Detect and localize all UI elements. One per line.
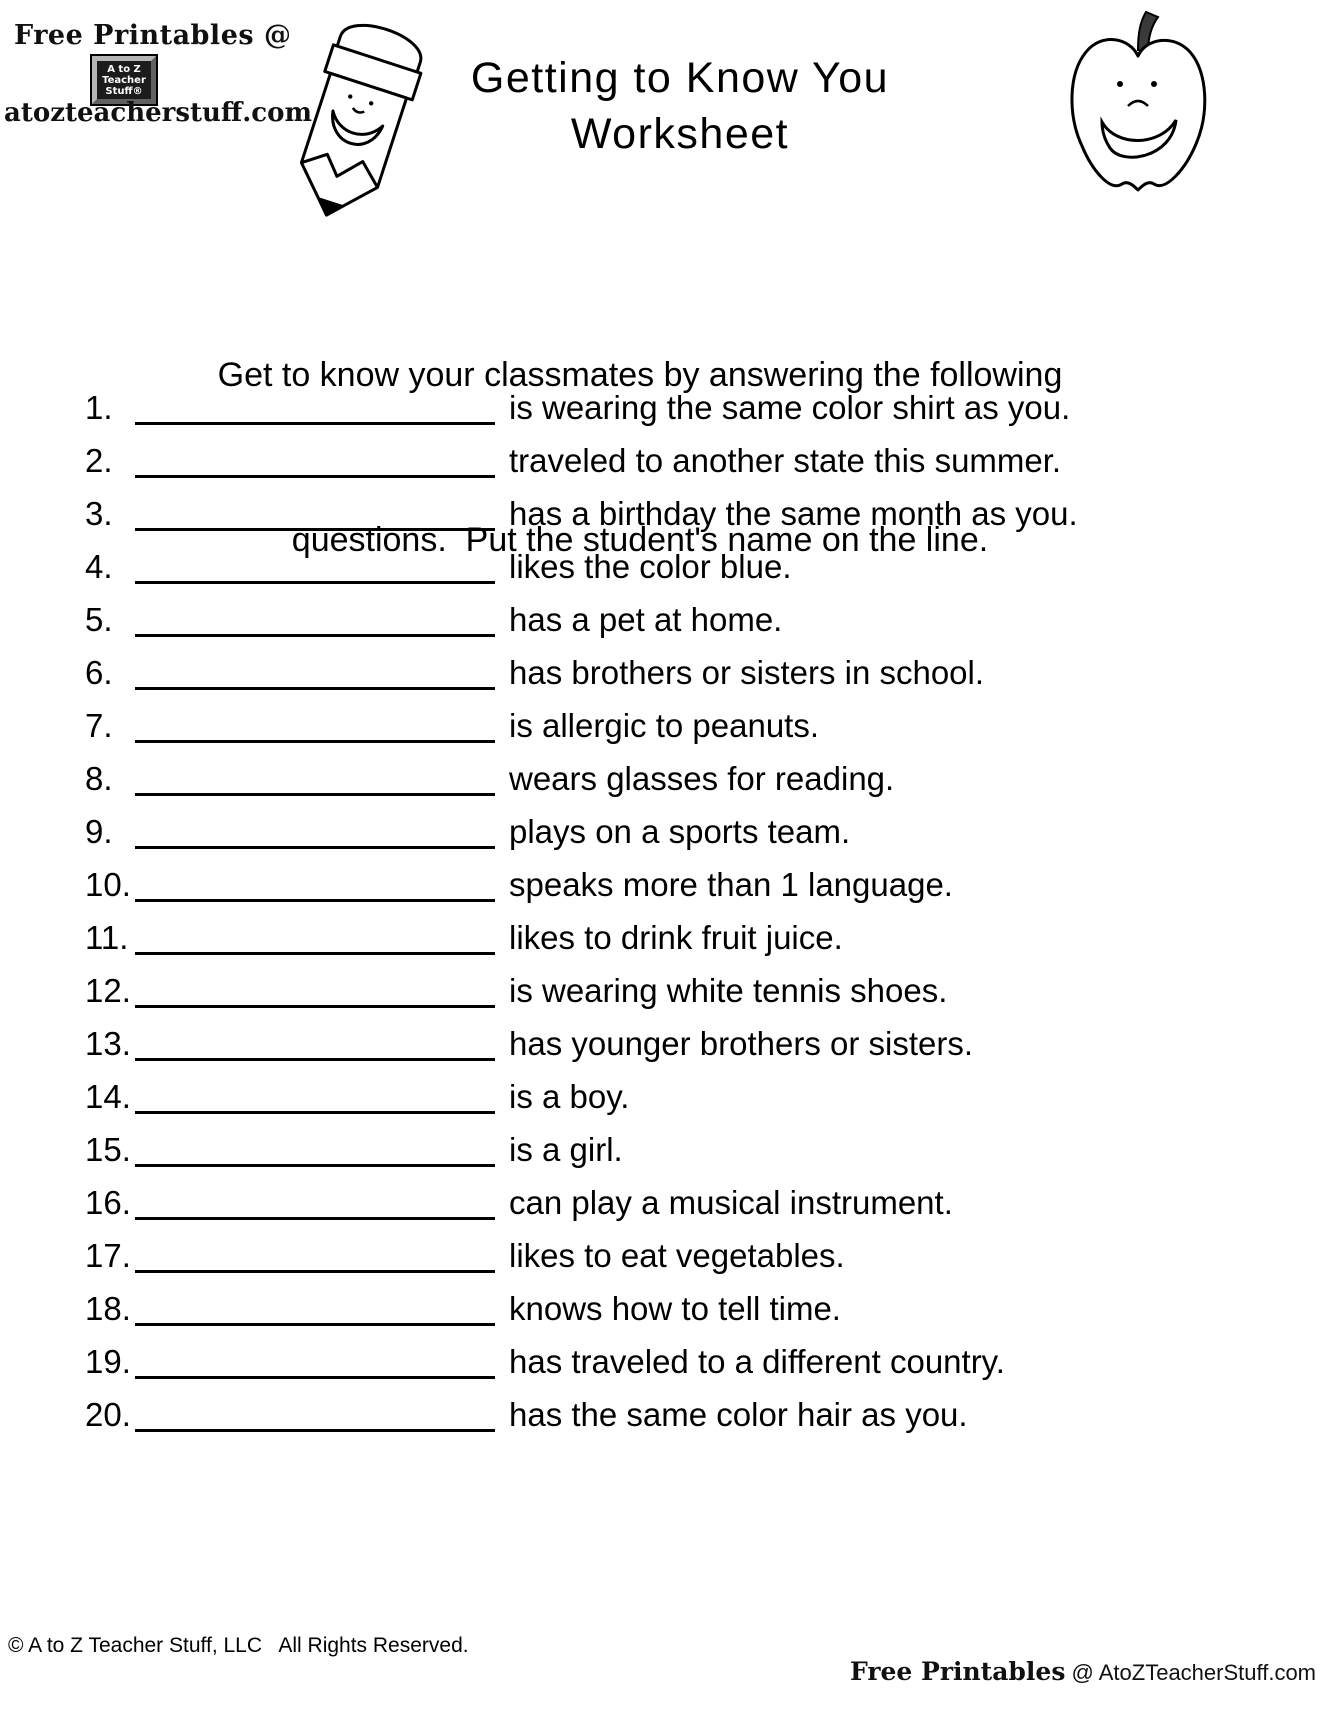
question-row xyxy=(85,639,1265,692)
name-blank-line[interactable] xyxy=(135,545,495,584)
question-list xyxy=(85,374,1265,1434)
name-blank-line[interactable] xyxy=(135,757,495,796)
question-text: is a girl. xyxy=(509,1131,623,1168)
question-text: likes to drink fruit juice. xyxy=(509,919,843,956)
question-text: likes to eat vegetables. xyxy=(509,1237,845,1274)
question-number: 18. xyxy=(85,1290,131,1327)
badge-line-2: Teacher xyxy=(102,74,146,86)
question-row xyxy=(85,1063,1265,1116)
question-row xyxy=(85,692,1265,745)
question-row xyxy=(85,480,1265,533)
badge-line-1: A to Z xyxy=(107,63,141,75)
name-blank-line[interactable] xyxy=(135,1128,495,1167)
question-row xyxy=(85,427,1265,480)
footer-copyright: © A to Z Teacher Stuff, LLC All Rights Reserved. xyxy=(8,1634,469,1657)
question-number: 19. xyxy=(85,1343,131,1380)
question-row xyxy=(85,1169,1265,1222)
name-blank-line[interactable] xyxy=(135,1340,495,1379)
question-text: can play a musical instrument. xyxy=(509,1184,953,1221)
name-blank-line[interactable] xyxy=(135,1393,495,1432)
question-row xyxy=(85,1328,1265,1381)
name-blank-line[interactable] xyxy=(135,1181,495,1220)
atoz-logo-badge xyxy=(92,56,156,104)
footer-free-printables: Free Printables xyxy=(850,1657,1066,1686)
question-text: is allergic to peanuts. xyxy=(509,707,820,744)
header-free-printables-label: Free Printables @ xyxy=(14,20,292,51)
question-text: knows how to tell time. xyxy=(509,1290,841,1327)
question-number: 8. xyxy=(85,760,113,797)
question-text: has brothers or sisters in school. xyxy=(509,654,985,691)
title-line-1: Getting to Know You xyxy=(470,54,890,102)
question-number: 11. xyxy=(85,919,129,956)
question-row xyxy=(85,1010,1265,1063)
page-footer xyxy=(8,1634,1316,1704)
instructions-line-2: questions. Put the student's name on the line. xyxy=(291,521,989,559)
question-number: 10. xyxy=(85,866,131,903)
question-text: plays on a sports team. xyxy=(509,813,851,850)
name-blank-line[interactable] xyxy=(135,916,495,955)
name-blank-line[interactable] xyxy=(135,704,495,743)
name-blank-line[interactable] xyxy=(135,651,495,690)
instructions-line-1: Get to know your classmates by answering the following xyxy=(217,356,1063,394)
question-number: 6. xyxy=(85,654,113,691)
question-row xyxy=(85,957,1265,1010)
question-row xyxy=(85,374,1265,427)
name-blank-line[interactable] xyxy=(135,1075,495,1114)
question-number: 17. xyxy=(85,1237,131,1274)
question-number: 9. xyxy=(85,813,113,850)
question-number: 13. xyxy=(85,1025,131,1062)
question-number: 4. xyxy=(85,548,113,585)
question-row xyxy=(85,533,1265,586)
question-row xyxy=(85,586,1265,639)
question-text: speaks more than 1 language. xyxy=(509,866,953,903)
name-blank-line[interactable] xyxy=(135,1234,495,1273)
question-row xyxy=(85,1275,1265,1328)
question-text: is a boy. xyxy=(509,1078,630,1115)
footer-credit xyxy=(823,1639,1316,1704)
question-text: traveled to another state this summer. xyxy=(509,442,1062,479)
question-number: 12. xyxy=(85,972,131,1009)
question-row xyxy=(85,798,1265,851)
question-row xyxy=(85,904,1265,957)
question-text: has the same color hair as you. xyxy=(509,1396,968,1433)
name-blank-line[interactable] xyxy=(135,810,495,849)
site-url-label: atozteacherstuff.com xyxy=(4,98,312,128)
question-number: 15. xyxy=(85,1131,131,1168)
name-blank-line[interactable] xyxy=(135,969,495,1008)
question-row xyxy=(85,745,1265,798)
question-number: 1. xyxy=(85,389,113,426)
page-title xyxy=(420,50,940,162)
apple-icon xyxy=(1058,8,1218,208)
question-text: has a pet at home. xyxy=(509,601,783,638)
question-text: is wearing white tennis shoes. xyxy=(509,972,948,1009)
name-blank-line[interactable] xyxy=(135,598,495,637)
question-number: 7. xyxy=(85,707,113,744)
name-blank-line[interactable] xyxy=(135,492,495,531)
name-blank-line[interactable] xyxy=(135,1022,495,1061)
question-row xyxy=(85,1116,1265,1169)
question-number: 2. xyxy=(85,442,113,479)
question-text: likes the color blue. xyxy=(509,548,792,585)
question-text: is wearing the same color shirt as you. xyxy=(509,389,1071,426)
question-number: 14. xyxy=(85,1078,131,1115)
badge-line-3: Stuff® xyxy=(105,85,143,97)
footer-site: @ AtoZTeacherStuff.com xyxy=(1065,1660,1316,1685)
question-text: wears glasses for reading. xyxy=(509,760,895,797)
question-number: 5. xyxy=(85,601,113,638)
question-row xyxy=(85,1381,1265,1434)
question-text: has a birthday the same month as you. xyxy=(509,495,1078,532)
title-line-2: Worksheet xyxy=(570,110,790,158)
name-blank-line[interactable] xyxy=(135,1287,495,1326)
name-blank-line[interactable] xyxy=(135,439,495,478)
question-text: has younger brothers or sisters. xyxy=(509,1025,974,1062)
name-blank-line[interactable] xyxy=(135,386,495,425)
question-row xyxy=(85,1222,1265,1275)
question-number: 20. xyxy=(85,1396,131,1433)
question-number: 3. xyxy=(85,495,113,532)
question-row xyxy=(85,851,1265,904)
question-text: has traveled to a different country. xyxy=(509,1343,1005,1380)
pencil-icon xyxy=(278,6,438,228)
question-number: 16. xyxy=(85,1184,131,1221)
name-blank-line[interactable] xyxy=(135,863,495,902)
